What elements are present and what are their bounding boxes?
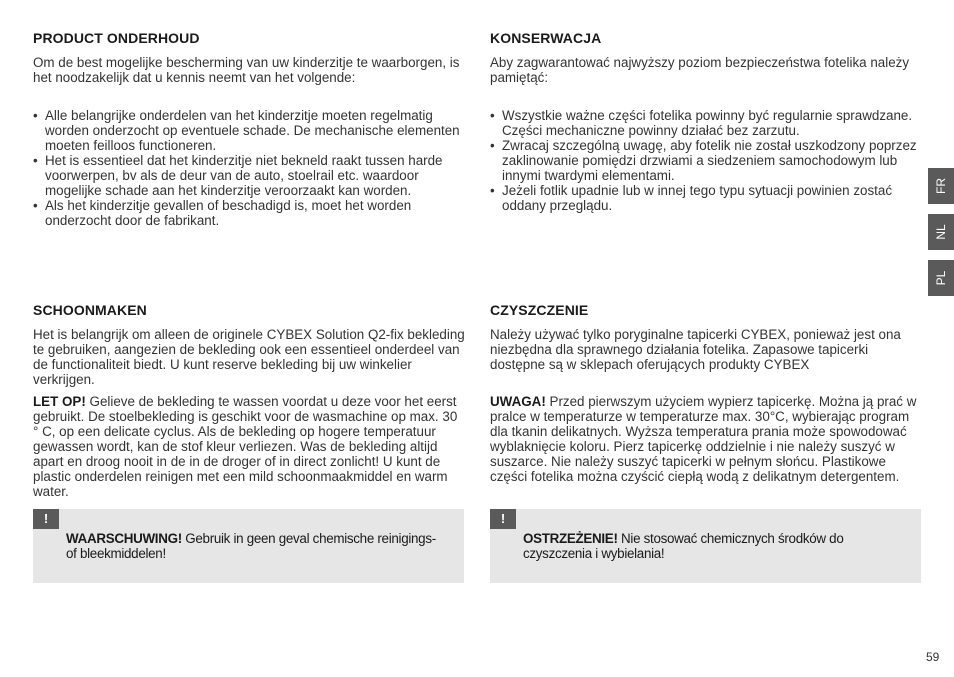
cleaning-attention: LET OP! Gelieve de bekleding te wassen voordat u deze voor het eerst gebruikt. De stoelbekleding is geschikt voor de wasmachine op max. 30 ° C, op een delicate cyclus. Als de bekleding op hogere temperatuur gewassen wordt, kan de stof kleur verliezen. Was de bekleding altijd apart en droog nooit in de in de droger of in direct zonlicht! U kunt de plastic onderdelen reinigen met een mild schoonmaakmiddel en warm water. [33,394,458,499]
attention-label: UWAGA! [490,394,546,409]
maintenance-intro: Aby zagwarantować najwyższy poziom bezpieczeństwa fotelika należy pamiętąć: [490,55,910,85]
maintenance-intro: Om de best mogelijke bescherming van uw kinderzitje te waarborgen, is het noodzakelijk dat u kennis neemt van het volgende: [33,55,460,85]
list-item: • Alle belangrijke onderdelen van het kinderzitje moeten regelmatig worden onderzocht op eventuele schade. De mechanische elementen moeten feilloos functioneren. [33,108,460,153]
maintenance-heading: KONSERWACJA [490,30,602,46]
maintenance-bullet-list [490,108,922,213]
list-item: • Zwracaj szczególną uwagę, aby fotelik nie został uszkodzony poprzez zaklinowanie pomiędzi drzwiami a siedzeniem samochodowym lub innymi twardymi elementami. [490,138,917,183]
warning-label: WAARSCHUWING! [66,531,182,546]
language-tab-fr[interactable]: FR [928,168,954,204]
bullet-icon: • [33,108,38,123]
list-item: • Jeżeli fotlik upadnie lub w innej tego typu sytuacji powinien zostać oddany przeglądu. [490,183,893,213]
bullet-icon: • [33,198,38,213]
warning-label: OSTRZEŻENIE! [523,531,618,546]
cleaning-intro: Należy używać tylko poryginalne tapicerki CYBEX, ponieważ jest ona niezbędna dla sprawnego działania fotelika. Zapasowe tapicerki dostępne są w sklepach oferujących produkty CYBEX [490,327,901,372]
maintenance-heading: PRODUCT ONDERHOUD [33,30,200,46]
bullet-icon: • [490,108,495,123]
exclamation-icon: ! [490,509,516,529]
bullet-icon: • [33,153,38,168]
warning-box [490,509,921,583]
bullet-icon: • [490,183,495,198]
warning-text: WAARSCHUWING! Gebruik in geen geval chemische reinigings-of bleekmiddelen! [66,531,436,561]
maintenance-bullet-list [33,108,465,228]
list-item: • Het is essentieel dat het kinderzitje niet bekneld raakt tussen harde voorwerpen, bv als de deur van de auto, stoelrail etc. waardoor mogelijke schade aan het kinderzitje veroorzaakt kan worden. [33,153,443,198]
list-item: • Als het kinderzitje gevallen of beschadigd is, moet het worden onderzocht door de fabrikant. [33,198,412,228]
cleaning-intro: Het is belangrijk om alleen de originele CYBEX Solution Q2-fix bekleding te gebruiken, aangezien de bekleding ook een essentieel onderdeel van de functionaliteit biedt. U kunt reserve bekleding bij uw winkelier verkrijgen. [33,327,465,387]
warning-text: OSTRZEŻENIE! Nie stosować chemicznych środków do czyszczenia i wybielania! [523,531,844,561]
exclamation-icon: ! [33,509,59,529]
warning-box [33,509,464,583]
cleaning-heading: CZYSZCZENIE [490,302,589,318]
cleaning-heading: SCHOONMAKEN [33,302,147,318]
page-number: 59 [926,650,940,664]
bullet-icon: • [490,138,495,153]
attention-label: LET OP! [33,394,86,409]
cleaning-attention: UWAGA! Przed pierwszym użyciem wypierz tapicerkę. Można ją prać w pralce w temperaturze w temperaturze max. 30°C, wybierając program dla tkanin delikatnych. Wyższa temperatura prania może spowodować wyblaknięcie koloru. Pierz tapicerkę oddzielnie i nie należy suszyć w suszarce. Nie należy suszyć tapicerki w pełnym słońcu. Plastikowe części fotelika można czyścić ciepłą wodą z delikatnym detergentem. [490,394,917,484]
language-tab-pl[interactable]: PL [928,260,954,296]
language-tab-nl[interactable]: NL [928,214,954,250]
list-item: • Wszystkie ważne części fotelika powinny być regularnie sprawdzane. Części mechaniczne powinny działać bez zarzutu. [490,108,913,138]
